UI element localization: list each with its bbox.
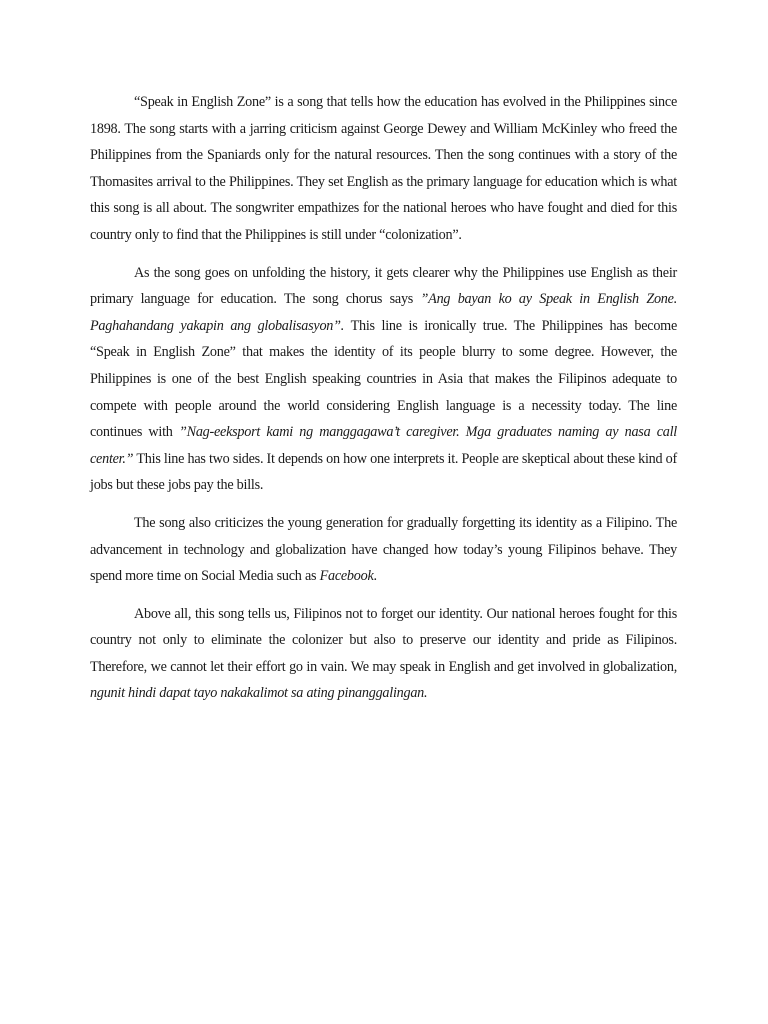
italic-lyric-span: ”Nag-eeksport kami ng manggagawa’t caregiver. Mga graduates naming ay nasa call center.” xyxy=(90,424,677,467)
paragraph-4 xyxy=(90,601,677,707)
italic-lyric-span: ”Ang bayan ko ay Speak in English Zone. Paghahandang yakapin ang globalisasyon”. xyxy=(90,291,677,334)
paragraph-1 xyxy=(90,89,677,249)
italic-span: Facebook xyxy=(319,568,374,585)
document-page xyxy=(90,89,677,718)
italic-span: ngunit hindi dapat tayo nakakalimot sa ating pinanggalingan. xyxy=(90,685,428,702)
text-span: This line is ironically true. The Philippines has become “Speak in English Zone” that makes the identity of its people blurry to some degree. However, the Philippines is one of the best English speaking countries in Asia that makes the Filipinos adequate to compete with people around the world considering English language is a necessity today. The line continues with xyxy=(90,317,677,441)
paragraph-3 xyxy=(90,510,677,590)
text-span: The song also criticizes the young generation for gradually forgetting its identity as a Filipino. The advancement in technology and globalization have changed how today’s young Filipinos behave. They spend more time on Social Media such as xyxy=(90,514,677,585)
paragraph-2 xyxy=(90,260,677,499)
text-span: This line has two sides. It depends on how one interprets it. People are skeptical about these kind of jobs but these jobs pay the bills. xyxy=(90,450,677,494)
text-span: “Speak in English Zone” is a song that tells how the education has evolved in the Philippines since 1898. The song starts with a jarring criticism against George Dewey and William McKinley who freed the Philippines from the Spaniards only for the natural resources. Then the song continues with a story of the Thomasites arrival to the Philippines. They set English as the primary language for education which is what this song is all about. The songwriter empathizes for the national heroes who have fought and died for this country only to find that the Philippines is still under “colonization”. xyxy=(90,94,677,243)
text-span: . xyxy=(373,568,377,585)
text-span: Above all, this song tells us, Filipinos not to forget our identity. Our national heroes fought for this country not only to eliminate the colonizer but also to preserve our identity and pride as Filipinos. Therefore, we cannot let their effort go in vain. We may speak in English and get involved in globalization, xyxy=(90,605,677,675)
text-span: As the song goes on unfolding the history, it gets clearer why the Philippines use English as their primary language for education. The song chorus says xyxy=(90,264,677,308)
